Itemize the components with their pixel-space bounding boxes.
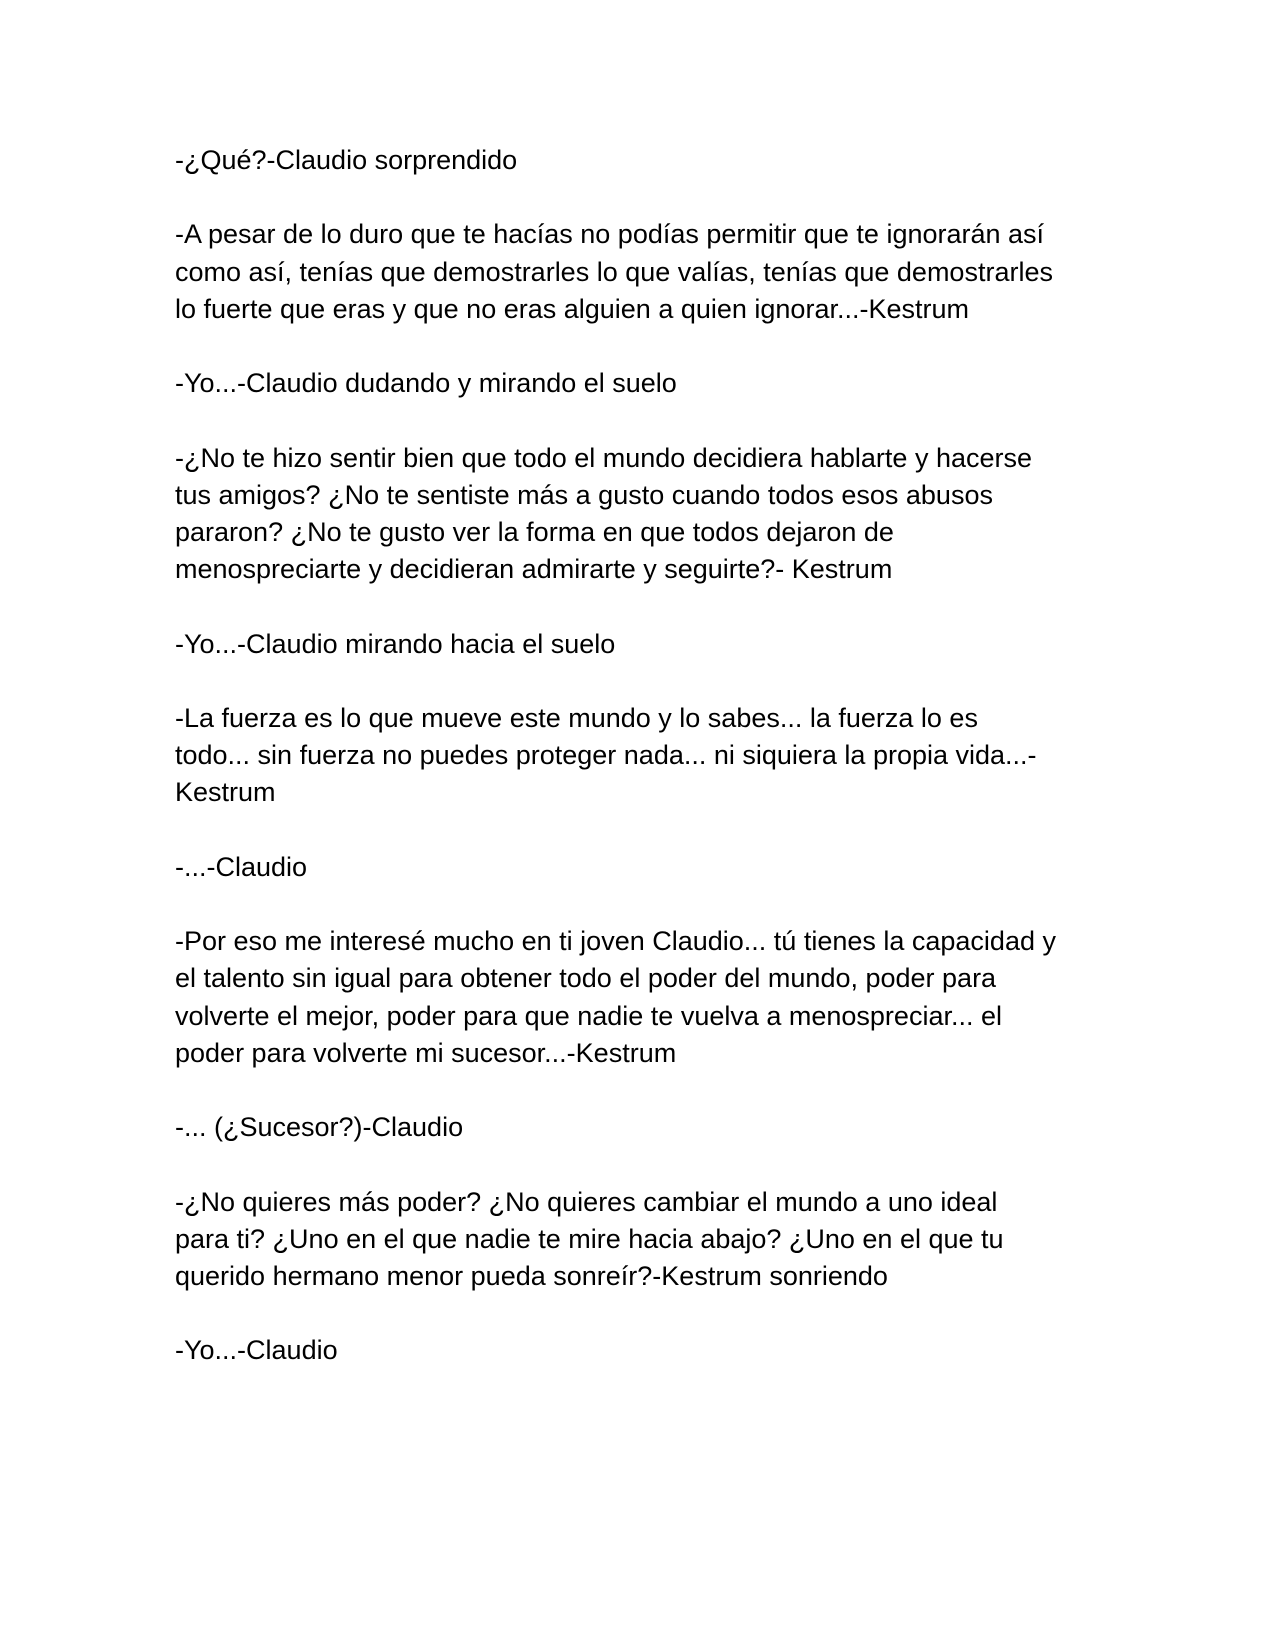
dialogue-paragraph: -Yo...-Claudio <box>175 1335 338 1366</box>
dialogue-paragraph: -La fuerza es lo que mueve este mundo y lo sabes... la fuerza lo es todo... sin fuerza no puedes proteger nada... ni siquiera la propia vida...- Kestrum <box>175 702 1037 808</box>
dialogue-paragraph: -... (¿Sucesor?)-Claudio <box>175 1112 464 1143</box>
dialogue-paragraph: -Yo...-Claudio mirando hacia el suelo <box>175 628 616 659</box>
dialogue-paragraph: -A pesar de lo duro que te hacías no podías permitir que te ignorarán así como así, tenías que demostrarles lo que valías, tenías que demostrarles lo fuerte que eras y que no eras alguien a quien ignorar...-Kestrum <box>175 219 1053 324</box>
dialogue-paragraph: -¿No te hizo sentir bien que todo el mundo decidiera hablarte y hacerse tus amigos? ¿No te sentiste más a gusto cuando todos esos abusos pararon? ¿No te gusto ver la forma en que todos dejaron de menospreciarte y decidieran admirarte y seguirte?- Kestrum <box>175 442 1032 585</box>
dialogue-paragraph: -¿Qué?-Claudio sorprendido <box>175 145 518 175</box>
dialogue-paragraph: -...-Claudio <box>175 851 308 882</box>
dialogue-paragraph: -Yo...-Claudio dudando y mirando el suelo <box>175 368 677 399</box>
document-body <box>175 142 1105 1407</box>
dialogue-paragraph: -¿No quieres más poder? ¿No quieres cambiar el mundo a uno ideal para ti? ¿Uno en el que nadie te mire hacia abajo? ¿Uno en el que tu querido hermano menor pueda sonreír?-Kestrum sonriendo <box>175 1186 1004 1291</box>
dialogue-paragraph: -Por eso me interesé mucho en ti joven Claudio... tú tienes la capacidad y el talento sin igual para obtener todo el poder del mundo, poder para volverte el mejor, poder para que nadie te vuelva a menospreciar... el poder para volverte mi sucesor...-Kestrum <box>175 926 1056 1068</box>
